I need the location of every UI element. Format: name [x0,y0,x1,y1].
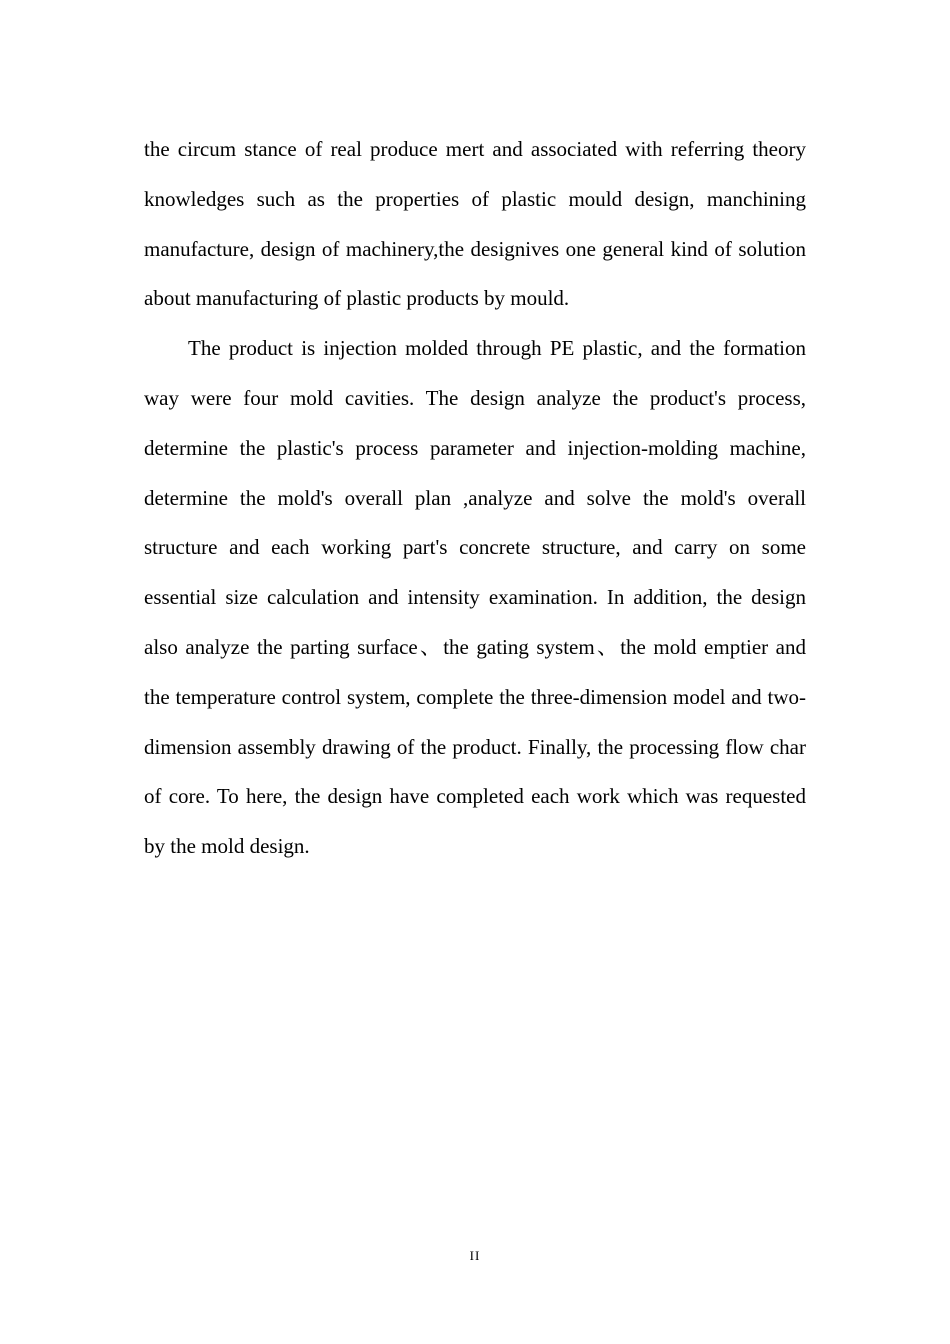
paragraph-product-description: The product is injection molded through PE plastic, and the formation way were four mold cavities. The design analyze the product's process, determine the plastic's process parameter and injection-molding machine, determine the mold's overall plan ,analyze and solve the mold's overall structure and each working part's concrete structure, and carry on some essential size calculation and intensity examination. In addition, the design also analyze the parting surface、the gating system、the mold emptier and the temperature control system, complete the three-dimension model and two-dimension assembly drawing of the product. Finally, the processing flow char of core. To here, the design have completed each work which was requested by the mold design. [144,336,806,859]
abstract-body [144,125,806,872]
paragraph-continuation: the circum stance of real produce mert and associated with referring theory knowledges such as the properties of plastic mould design, manchining manufacture, design of machinery,the designives one general kind of solution about manufacturing of plastic products by mould. [144,137,806,311]
page-number: II [469,1248,481,1263]
